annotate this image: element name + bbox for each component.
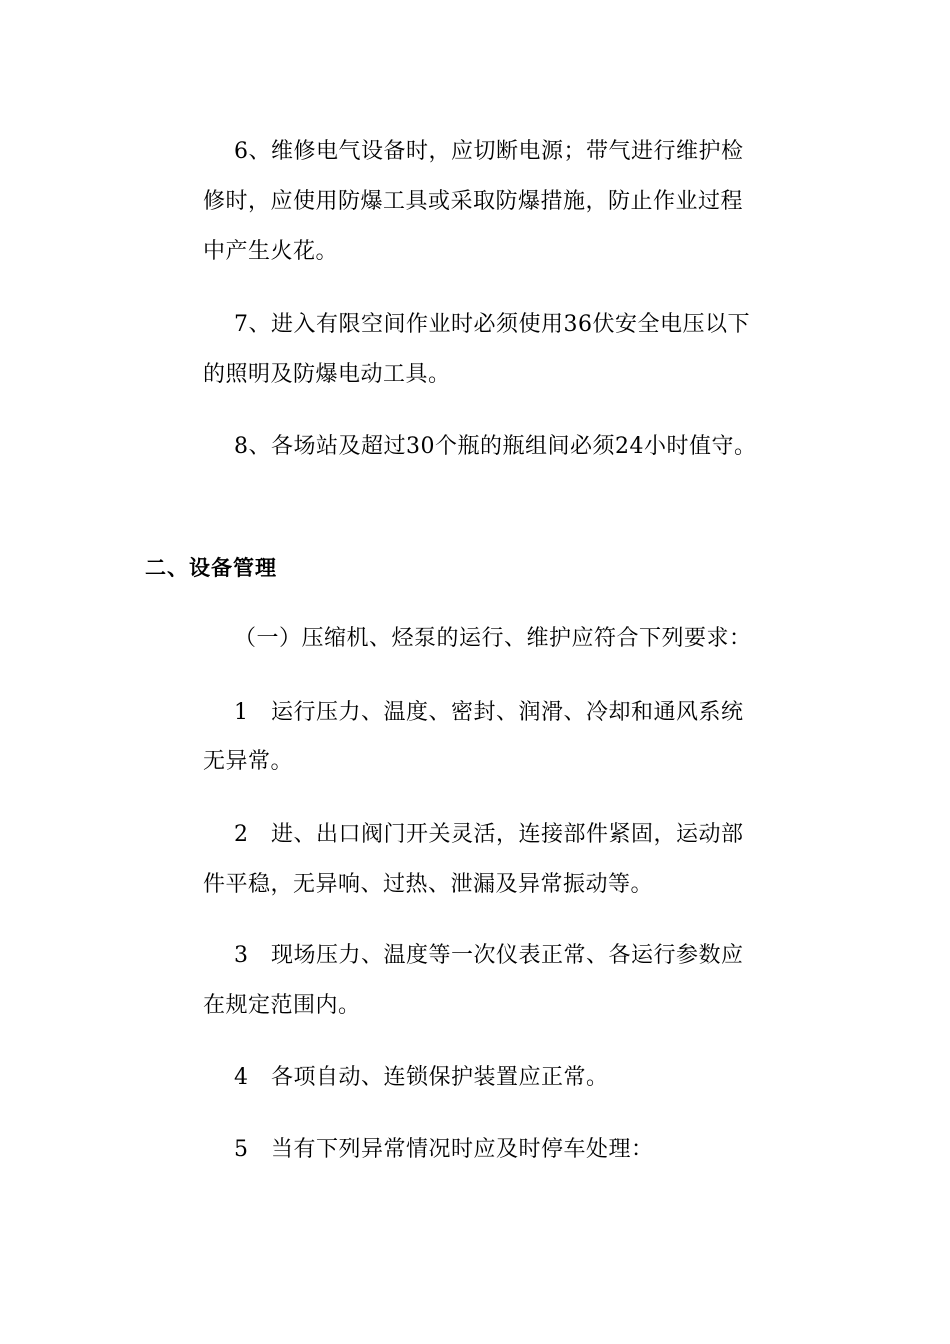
item-6-line-2: 修时，应使用防爆工具或采取防爆措施，防止作业过程 xyxy=(203,189,744,214)
section-heading: 二、设备管理 xyxy=(145,556,277,580)
requirement-3-line-1: 3 现场压力、温度等一次仪表正常、各运行参数应 xyxy=(234,943,744,968)
subheading: （一）压缩机、烃泵的运行、维护应符合下列要求： xyxy=(234,626,752,651)
item-6-line-3: 中产生火花。 xyxy=(203,239,339,264)
item-7-line-2: 的照明及防爆电动工具。 xyxy=(203,362,451,387)
item-7-line-1: 7、进入有限空间作业时必须使用36伏安全电压以下 xyxy=(234,312,750,337)
requirement-5-line-1: 5 当有下列异常情况时应及时停车处理： xyxy=(234,1137,654,1162)
requirement-1-line-1: 1 运行压力、温度、密封、润滑、冷却和通风系统 xyxy=(234,700,744,725)
requirement-4-line-1: 4 各项自动、连锁保护装置应正常。 xyxy=(234,1065,609,1090)
item-6-line-1: 6、维修电气设备时，应切断电源；带气进行维护检 xyxy=(234,139,744,164)
requirement-1-line-2: 无异常。 xyxy=(203,749,294,774)
requirement-2-line-2: 件平稳，无异响、过热、泄漏及异常振动等。 xyxy=(203,872,654,897)
requirement-3-line-2: 在规定范围内。 xyxy=(203,993,361,1018)
requirement-2-line-1: 2 进、出口阀门开关灵活，连接部件紧固，运动部 xyxy=(234,822,744,847)
item-8-line-1: 8、各场站及超过30个瓶的瓶组间必须24小时值守。 xyxy=(234,434,757,459)
